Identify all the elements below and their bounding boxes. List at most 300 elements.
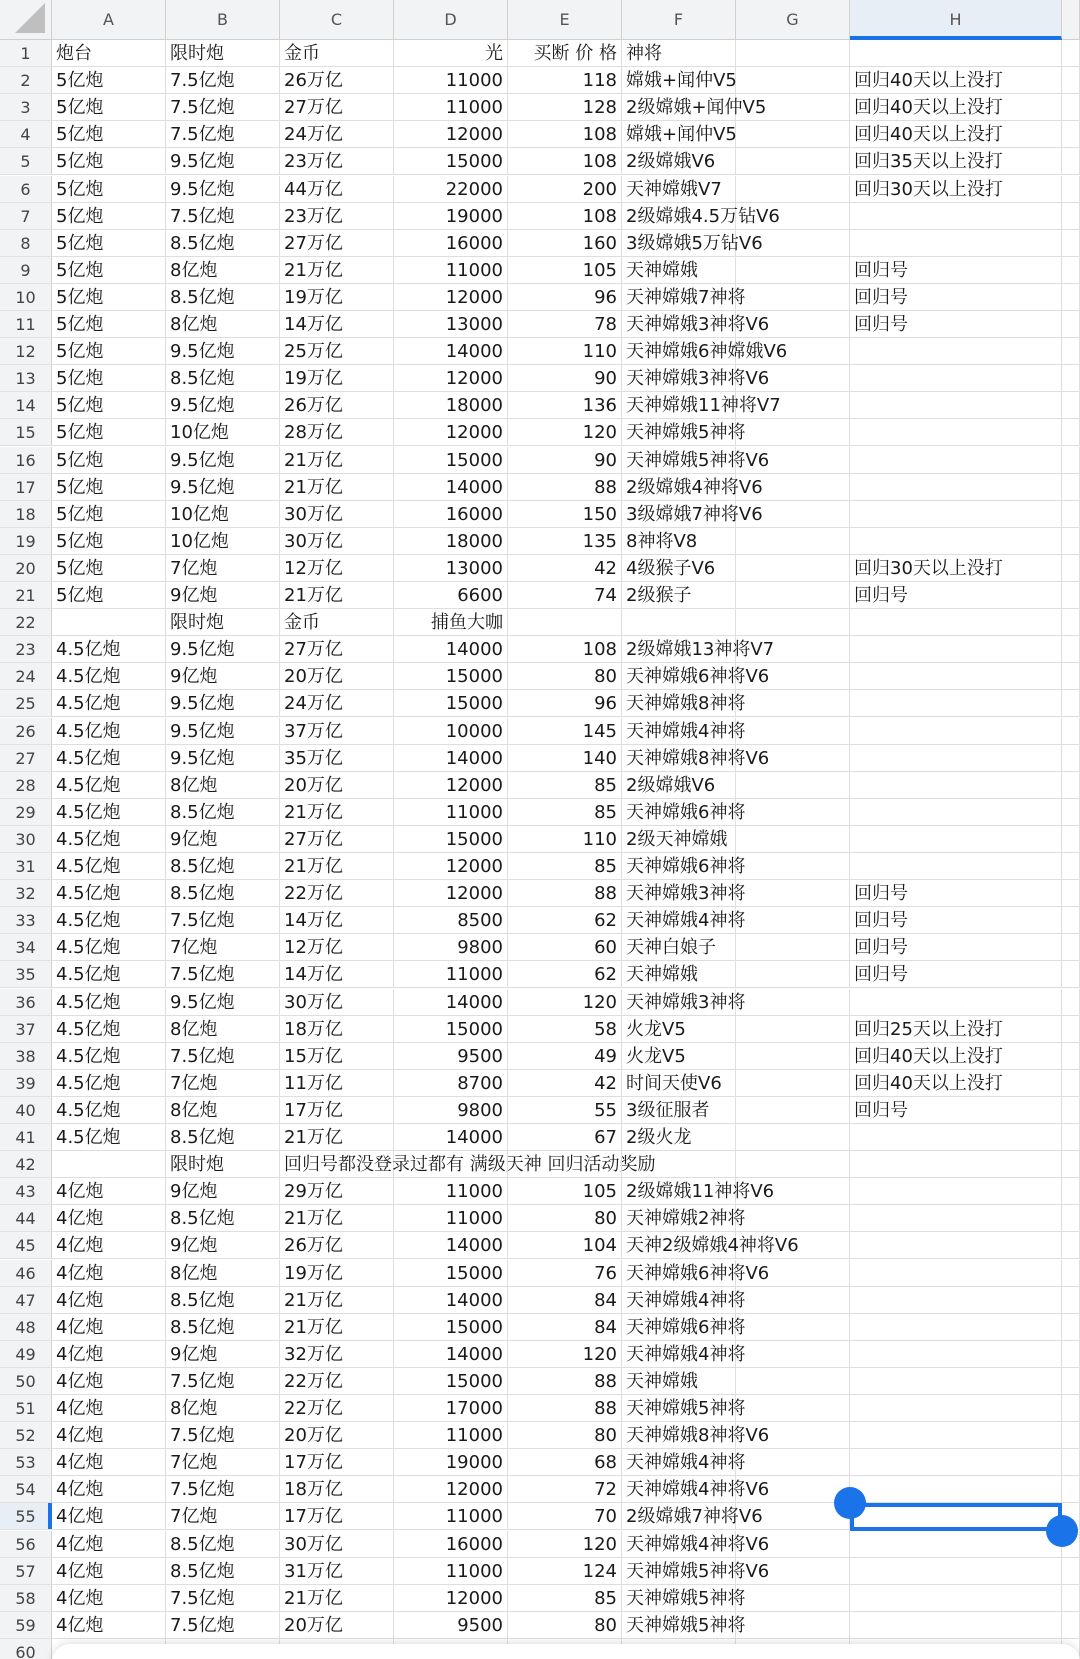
cell-c21[interactable]: 21万亿 — [280, 582, 394, 609]
cell-f12[interactable]: 天神嫦娥6神嫦娥V6 — [622, 338, 736, 365]
row-header[interactable]: 38 — [0, 1043, 52, 1070]
cell-g53[interactable] — [736, 1449, 850, 1476]
cell-h22[interactable] — [850, 609, 1062, 636]
row-header[interactable]: 22 — [0, 609, 52, 636]
row-header[interactable]: 21 — [0, 582, 52, 609]
row-header[interactable]: 53 — [0, 1449, 52, 1476]
cell-b55[interactable]: 7亿炮 — [166, 1503, 280, 1530]
cell-f1[interactable]: 神将 — [622, 40, 736, 67]
cell-a20[interactable]: 5亿炮 — [52, 555, 166, 582]
row-header[interactable]: 28 — [0, 772, 52, 799]
cell-e12[interactable]: 110 — [508, 338, 622, 365]
cell-d17[interactable]: 14000 — [394, 474, 508, 501]
cell-g25[interactable] — [736, 690, 850, 717]
cell-a48[interactable]: 4亿炮 — [52, 1314, 166, 1341]
cell-e17[interactable]: 88 — [508, 474, 622, 501]
cell-c27[interactable]: 35万亿 — [280, 745, 394, 772]
column-header-d[interactable]: D — [394, 0, 508, 40]
row-header[interactable]: 7 — [0, 203, 52, 230]
cell-f54[interactable]: 天神嫦娥4神将V6 — [622, 1476, 736, 1503]
cell-f45[interactable]: 天神2级嫦娥4神将V6 — [622, 1232, 736, 1259]
cell-h48[interactable] — [850, 1314, 1062, 1341]
cell-a47[interactable]: 4亿炮 — [52, 1287, 166, 1314]
cell-h35[interactable]: 回归号 — [850, 961, 1062, 988]
cell-e46[interactable]: 76 — [508, 1260, 622, 1287]
row-header[interactable]: 24 — [0, 663, 52, 690]
cell-d24[interactable]: 15000 — [394, 663, 508, 690]
cell-f51[interactable]: 天神嫦娥5神将 — [622, 1395, 736, 1422]
cell-g29[interactable] — [736, 799, 850, 826]
cell-d25[interactable]: 15000 — [394, 690, 508, 717]
cell-d10[interactable]: 12000 — [394, 284, 508, 311]
cell-h33[interactable]: 回归号 — [850, 907, 1062, 934]
cell-c7[interactable]: 23万亿 — [280, 203, 394, 230]
cell-e55[interactable]: 70 — [508, 1503, 622, 1530]
cell-b25[interactable]: 9.5亿炮 — [166, 690, 280, 717]
cell-h26[interactable] — [850, 718, 1062, 745]
cell-h34[interactable]: 回归号 — [850, 934, 1062, 961]
cell-d29[interactable]: 11000 — [394, 799, 508, 826]
cell-c17[interactable]: 21万亿 — [280, 474, 394, 501]
cell-h23[interactable] — [850, 636, 1062, 663]
cell-b11[interactable]: 8亿炮 — [166, 311, 280, 338]
cell-f34[interactable]: 天神白娘子 — [622, 934, 736, 961]
cell-b48[interactable]: 8.5亿炮 — [166, 1314, 280, 1341]
cell-g36[interactable] — [736, 989, 850, 1016]
cell-d6[interactable]: 22000 — [394, 176, 508, 203]
cell-g16[interactable] — [736, 447, 850, 474]
cell-b46[interactable]: 8亿炮 — [166, 1260, 280, 1287]
cell-h25[interactable] — [850, 690, 1062, 717]
cell-f46[interactable]: 天神嫦娥6神将V6 — [622, 1260, 736, 1287]
row-header[interactable]: 46 — [0, 1260, 52, 1287]
cell-b37[interactable]: 8亿炮 — [166, 1016, 280, 1043]
cell-c23[interactable]: 27万亿 — [280, 636, 394, 663]
cell-f59[interactable]: 天神嫦娥5神将 — [622, 1612, 736, 1639]
cell-d13[interactable]: 12000 — [394, 365, 508, 392]
cell-b53[interactable]: 7亿炮 — [166, 1449, 280, 1476]
cell-a34[interactable]: 4.5亿炮 — [52, 934, 166, 961]
cell-c51[interactable]: 22万亿 — [280, 1395, 394, 1422]
cell-a32[interactable]: 4.5亿炮 — [52, 880, 166, 907]
cell-e3[interactable]: 128 — [508, 94, 622, 121]
cell-c47[interactable]: 21万亿 — [280, 1287, 394, 1314]
cell-c46[interactable]: 19万亿 — [280, 1260, 394, 1287]
cell-b21[interactable]: 9亿炮 — [166, 582, 280, 609]
cell-c1[interactable]: 金币 — [280, 40, 394, 67]
column-header-g[interactable]: G — [736, 0, 850, 40]
cell-h54[interactable] — [850, 1476, 1062, 1503]
cell-d46[interactable]: 15000 — [394, 1260, 508, 1287]
cell-c38[interactable]: 15万亿 — [280, 1043, 394, 1070]
cell-c16[interactable]: 21万亿 — [280, 447, 394, 474]
cell-d39[interactable]: 8700 — [394, 1070, 508, 1097]
cell-h18[interactable] — [850, 501, 1062, 528]
cell-e11[interactable]: 78 — [508, 311, 622, 338]
cell-b38[interactable]: 7.5亿炮 — [166, 1043, 280, 1070]
cell-b9[interactable]: 8亿炮 — [166, 257, 280, 284]
cell-e52[interactable]: 80 — [508, 1422, 622, 1449]
cell-g45[interactable] — [736, 1232, 850, 1259]
row-header[interactable]: 47 — [0, 1287, 52, 1314]
cell-d58[interactable]: 12000 — [394, 1585, 508, 1612]
cell-a56[interactable]: 4亿炮 — [52, 1531, 166, 1558]
cell-b10[interactable]: 8.5亿炮 — [166, 284, 280, 311]
cell-e26[interactable]: 145 — [508, 718, 622, 745]
cell-e25[interactable]: 96 — [508, 690, 622, 717]
cell-d49[interactable]: 14000 — [394, 1341, 508, 1368]
cell-b27[interactable]: 9.5亿炮 — [166, 745, 280, 772]
cell-g9[interactable] — [736, 257, 850, 284]
cell-h21[interactable]: 回归号 — [850, 582, 1062, 609]
cell-g32[interactable] — [736, 880, 850, 907]
cell-a39[interactable]: 4.5亿炮 — [52, 1070, 166, 1097]
cell-g14[interactable] — [736, 392, 850, 419]
cell-b23[interactable]: 9.5亿炮 — [166, 636, 280, 663]
cell-g56[interactable] — [736, 1531, 850, 1558]
cell-d8[interactable]: 16000 — [394, 230, 508, 257]
row-header[interactable]: 41 — [0, 1124, 52, 1151]
cell-h15[interactable] — [850, 419, 1062, 446]
cell-d48[interactable]: 15000 — [394, 1314, 508, 1341]
cell-h58[interactable] — [850, 1585, 1062, 1612]
cell-f31[interactable]: 天神嫦娥6神将 — [622, 853, 736, 880]
cell-g20[interactable] — [736, 555, 850, 582]
cell-h3[interactable]: 回归40天以上没打 — [850, 94, 1062, 121]
cell-d27[interactable]: 14000 — [394, 745, 508, 772]
cell-d42[interactable] — [394, 1151, 508, 1178]
cell-e5[interactable]: 108 — [508, 148, 622, 175]
cell-e45[interactable]: 104 — [508, 1232, 622, 1259]
cell-g12[interactable] — [736, 338, 850, 365]
cell-h30[interactable] — [850, 826, 1062, 853]
cell-d37[interactable]: 15000 — [394, 1016, 508, 1043]
cell-d22[interactable]: 捕鱼大咖 — [394, 609, 508, 636]
cell-f23[interactable]: 2级嫦娥13神将V7 — [622, 636, 736, 663]
cell-g48[interactable] — [736, 1314, 850, 1341]
cell-d9[interactable]: 11000 — [394, 257, 508, 284]
cell-e9[interactable]: 105 — [508, 257, 622, 284]
cell-d54[interactable]: 12000 — [394, 1476, 508, 1503]
row-header[interactable]: 1 — [0, 40, 52, 67]
cell-a55[interactable]: 4亿炮 — [52, 1503, 166, 1530]
row-header[interactable]: 18 — [0, 501, 52, 528]
cell-g46[interactable] — [736, 1260, 850, 1287]
cell-g31[interactable] — [736, 853, 850, 880]
cell-e58[interactable]: 85 — [508, 1585, 622, 1612]
cell-a54[interactable]: 4亿炮 — [52, 1476, 166, 1503]
cell-g2[interactable] — [736, 67, 850, 94]
column-header-h[interactable]: H — [850, 0, 1062, 40]
row-header[interactable]: 25 — [0, 690, 52, 717]
cell-g17[interactable] — [736, 474, 850, 501]
cell-e23[interactable]: 108 — [508, 636, 622, 663]
row-header[interactable]: 35 — [0, 961, 52, 988]
cell-d38[interactable]: 9500 — [394, 1043, 508, 1070]
cell-c8[interactable]: 27万亿 — [280, 230, 394, 257]
cell-e6[interactable]: 200 — [508, 176, 622, 203]
cell-h17[interactable] — [850, 474, 1062, 501]
row-header[interactable]: 51 — [0, 1395, 52, 1422]
cell-f13[interactable]: 天神嫦娥3神将V6 — [622, 365, 736, 392]
cell-b19[interactable]: 10亿炮 — [166, 528, 280, 555]
cell-d33[interactable]: 8500 — [394, 907, 508, 934]
cell-c56[interactable]: 30万亿 — [280, 1531, 394, 1558]
cell-b56[interactable]: 8.5亿炮 — [166, 1531, 280, 1558]
cell-d2[interactable]: 11000 — [394, 67, 508, 94]
cell-g24[interactable] — [736, 663, 850, 690]
bottom-panel[interactable] — [52, 1644, 1080, 1659]
cell-h1[interactable] — [850, 40, 1062, 67]
cell-a10[interactable]: 5亿炮 — [52, 284, 166, 311]
cell-c54[interactable]: 18万亿 — [280, 1476, 394, 1503]
cell-h47[interactable] — [850, 1287, 1062, 1314]
cell-d23[interactable]: 14000 — [394, 636, 508, 663]
row-header[interactable]: 5 — [0, 148, 52, 175]
cell-a36[interactable]: 4.5亿炮 — [52, 989, 166, 1016]
row-header[interactable]: 42 — [0, 1151, 52, 1178]
cell-f41[interactable]: 2级火龙 — [622, 1124, 736, 1151]
cell-b50[interactable]: 7.5亿炮 — [166, 1368, 280, 1395]
cell-a24[interactable]: 4.5亿炮 — [52, 663, 166, 690]
cell-b14[interactable]: 9.5亿炮 — [166, 392, 280, 419]
cell-c20[interactable]: 12万亿 — [280, 555, 394, 582]
cell-e30[interactable]: 110 — [508, 826, 622, 853]
cell-c50[interactable]: 22万亿 — [280, 1368, 394, 1395]
cell-b8[interactable]: 8.5亿炮 — [166, 230, 280, 257]
cell-f9[interactable]: 天神嫦娥 — [622, 257, 736, 284]
cell-c32[interactable]: 22万亿 — [280, 880, 394, 907]
cell-h12[interactable] — [850, 338, 1062, 365]
cell-h19[interactable] — [850, 528, 1062, 555]
cell-h40[interactable]: 回归号 — [850, 1097, 1062, 1124]
row-header[interactable]: 40 — [0, 1097, 52, 1124]
cell-g1[interactable] — [736, 40, 850, 67]
cell-e22[interactable] — [508, 609, 622, 636]
cell-f48[interactable]: 天神嫦娥6神将 — [622, 1314, 736, 1341]
cell-f27[interactable]: 天神嫦娥8神将V6 — [622, 745, 736, 772]
cell-d43[interactable]: 11000 — [394, 1178, 508, 1205]
cell-h46[interactable] — [850, 1260, 1062, 1287]
cell-g4[interactable] — [736, 121, 850, 148]
cell-c43[interactable]: 29万亿 — [280, 1178, 394, 1205]
cell-d45[interactable]: 14000 — [394, 1232, 508, 1259]
cell-g58[interactable] — [736, 1585, 850, 1612]
cell-d57[interactable]: 11000 — [394, 1558, 508, 1585]
cell-c34[interactable]: 12万亿 — [280, 934, 394, 961]
cell-b13[interactable]: 8.5亿炮 — [166, 365, 280, 392]
cell-b43[interactable]: 9亿炮 — [166, 1178, 280, 1205]
cell-d5[interactable]: 15000 — [394, 148, 508, 175]
cell-h50[interactable] — [850, 1368, 1062, 1395]
cell-g57[interactable] — [736, 1558, 850, 1585]
cell-b16[interactable]: 9.5亿炮 — [166, 447, 280, 474]
cell-d1[interactable]: 光 — [394, 40, 508, 67]
cell-c24[interactable]: 20万亿 — [280, 663, 394, 690]
cell-b12[interactable]: 9.5亿炮 — [166, 338, 280, 365]
cell-f3[interactable]: 2级嫦娥+闻仲V5 — [622, 94, 736, 121]
cell-a13[interactable]: 5亿炮 — [52, 365, 166, 392]
cell-b2[interactable]: 7.5亿炮 — [166, 67, 280, 94]
cell-a27[interactable]: 4.5亿炮 — [52, 745, 166, 772]
cell-a30[interactable]: 4.5亿炮 — [52, 826, 166, 853]
cell-g7[interactable] — [736, 203, 850, 230]
cell-b54[interactable]: 7.5亿炮 — [166, 1476, 280, 1503]
cell-f11[interactable]: 天神嫦娥3神将V6 — [622, 311, 736, 338]
cell-h6[interactable]: 回归30天以上没打 — [850, 176, 1062, 203]
cell-d44[interactable]: 11000 — [394, 1205, 508, 1232]
cell-g55[interactable] — [736, 1503, 850, 1530]
cell-e47[interactable]: 84 — [508, 1287, 622, 1314]
cell-c9[interactable]: 21万亿 — [280, 257, 394, 284]
cell-c29[interactable]: 21万亿 — [280, 799, 394, 826]
cell-f28[interactable]: 2级嫦娥V6 — [622, 772, 736, 799]
row-header[interactable]: 27 — [0, 745, 52, 772]
cell-a9[interactable]: 5亿炮 — [52, 257, 166, 284]
cell-c30[interactable]: 27万亿 — [280, 826, 394, 853]
cell-a28[interactable]: 4.5亿炮 — [52, 772, 166, 799]
cell-a58[interactable]: 4亿炮 — [52, 1585, 166, 1612]
cell-e48[interactable]: 84 — [508, 1314, 622, 1341]
cell-d47[interactable]: 14000 — [394, 1287, 508, 1314]
cell-f10[interactable]: 天神嫦娥7神将 — [622, 284, 736, 311]
cell-h36[interactable] — [850, 989, 1062, 1016]
row-header[interactable]: 2 — [0, 67, 52, 94]
row-header[interactable]: 32 — [0, 880, 52, 907]
cell-b30[interactable]: 9亿炮 — [166, 826, 280, 853]
cell-b59[interactable]: 7.5亿炮 — [166, 1612, 280, 1639]
row-header[interactable]: 49 — [0, 1341, 52, 1368]
row-header[interactable]: 17 — [0, 474, 52, 501]
cell-d11[interactable]: 13000 — [394, 311, 508, 338]
cell-e8[interactable]: 160 — [508, 230, 622, 257]
cell-d21[interactable]: 6600 — [394, 582, 508, 609]
row-header[interactable]: 23 — [0, 636, 52, 663]
row-header[interactable]: 8 — [0, 230, 52, 257]
cell-d53[interactable]: 19000 — [394, 1449, 508, 1476]
cell-a31[interactable]: 4.5亿炮 — [52, 853, 166, 880]
cell-e41[interactable]: 67 — [508, 1124, 622, 1151]
cell-g43[interactable] — [736, 1178, 850, 1205]
cell-b49[interactable]: 9亿炮 — [166, 1341, 280, 1368]
cell-h42[interactable] — [850, 1151, 1062, 1178]
cell-c40[interactable]: 17万亿 — [280, 1097, 394, 1124]
cell-e28[interactable]: 85 — [508, 772, 622, 799]
row-header[interactable]: 3 — [0, 94, 52, 121]
cell-h10[interactable]: 回归号 — [850, 284, 1062, 311]
cell-e15[interactable]: 120 — [508, 419, 622, 446]
cell-a53[interactable]: 4亿炮 — [52, 1449, 166, 1476]
cell-b28[interactable]: 8亿炮 — [166, 772, 280, 799]
cell-f17[interactable]: 2级嫦娥4神将V6 — [622, 474, 736, 501]
cell-f7[interactable]: 2级嫦娥4.5万钻V6 — [622, 203, 736, 230]
cell-e7[interactable]: 108 — [508, 203, 622, 230]
cell-c11[interactable]: 14万亿 — [280, 311, 394, 338]
cell-a8[interactable]: 5亿炮 — [52, 230, 166, 257]
cell-a11[interactable]: 5亿炮 — [52, 311, 166, 338]
cell-b40[interactable]: 8亿炮 — [166, 1097, 280, 1124]
cell-c44[interactable]: 21万亿 — [280, 1205, 394, 1232]
cell-e24[interactable]: 80 — [508, 663, 622, 690]
cell-c45[interactable]: 26万亿 — [280, 1232, 394, 1259]
cell-d50[interactable]: 15000 — [394, 1368, 508, 1395]
cell-g39[interactable] — [736, 1070, 850, 1097]
cell-g10[interactable] — [736, 284, 850, 311]
cell-g30[interactable] — [736, 826, 850, 853]
cell-f2[interactable]: 嫦娥+闻仲V5 — [622, 67, 736, 94]
cell-d55[interactable]: 11000 — [394, 1503, 508, 1530]
cell-d34[interactable]: 9800 — [394, 934, 508, 961]
cell-b47[interactable]: 8.5亿炮 — [166, 1287, 280, 1314]
cell-e40[interactable]: 55 — [508, 1097, 622, 1124]
cell-g34[interactable] — [736, 934, 850, 961]
cell-d14[interactable]: 18000 — [394, 392, 508, 419]
row-header[interactable]: 59 — [0, 1612, 52, 1639]
cell-h4[interactable]: 回归40天以上没打 — [850, 121, 1062, 148]
cell-b17[interactable]: 9.5亿炮 — [166, 474, 280, 501]
cell-a5[interactable]: 5亿炮 — [52, 148, 166, 175]
row-header[interactable]: 39 — [0, 1070, 52, 1097]
cell-h20[interactable]: 回归30天以上没打 — [850, 555, 1062, 582]
cell-g21[interactable] — [736, 582, 850, 609]
cell-c28[interactable]: 20万亿 — [280, 772, 394, 799]
cell-e14[interactable]: 136 — [508, 392, 622, 419]
row-header[interactable]: 48 — [0, 1314, 52, 1341]
cell-f18[interactable]: 3级嫦娥7神将V6 — [622, 501, 736, 528]
cell-g33[interactable] — [736, 907, 850, 934]
cell-g19[interactable] — [736, 528, 850, 555]
cell-e34[interactable]: 60 — [508, 934, 622, 961]
cell-h2[interactable]: 回归40天以上没打 — [850, 67, 1062, 94]
cell-f24[interactable]: 天神嫦娥6神将V6 — [622, 663, 736, 690]
cell-c3[interactable]: 27万亿 — [280, 94, 394, 121]
cell-b57[interactable]: 8.5亿炮 — [166, 1558, 280, 1585]
cell-c26[interactable]: 37万亿 — [280, 718, 394, 745]
cell-c4[interactable]: 24万亿 — [280, 121, 394, 148]
cell-a33[interactable]: 4.5亿炮 — [52, 907, 166, 934]
cell-a41[interactable]: 4.5亿炮 — [52, 1124, 166, 1151]
cell-b18[interactable]: 10亿炮 — [166, 501, 280, 528]
row-header[interactable]: 36 — [0, 989, 52, 1016]
cell-b41[interactable]: 8.5亿炮 — [166, 1124, 280, 1151]
cell-b5[interactable]: 9.5亿炮 — [166, 148, 280, 175]
cell-d12[interactable]: 14000 — [394, 338, 508, 365]
cell-h52[interactable] — [850, 1422, 1062, 1449]
cell-h8[interactable] — [850, 230, 1062, 257]
cell-c53[interactable]: 17万亿 — [280, 1449, 394, 1476]
cell-g37[interactable] — [736, 1016, 850, 1043]
cell-a29[interactable]: 4.5亿炮 — [52, 799, 166, 826]
row-header[interactable]: 37 — [0, 1016, 52, 1043]
cell-a44[interactable]: 4亿炮 — [52, 1205, 166, 1232]
cell-e44[interactable]: 80 — [508, 1205, 622, 1232]
cell-b24[interactable]: 9亿炮 — [166, 663, 280, 690]
cell-d26[interactable]: 10000 — [394, 718, 508, 745]
cell-f16[interactable]: 天神嫦娥5神将V6 — [622, 447, 736, 474]
cell-g51[interactable] — [736, 1395, 850, 1422]
cell-g59[interactable] — [736, 1612, 850, 1639]
cell-h7[interactable] — [850, 203, 1062, 230]
cell-e13[interactable]: 90 — [508, 365, 622, 392]
cell-f53[interactable]: 天神嫦娥4神将 — [622, 1449, 736, 1476]
cell-h31[interactable] — [850, 853, 1062, 880]
cell-a15[interactable]: 5亿炮 — [52, 419, 166, 446]
cell-c55[interactable]: 17万亿 — [280, 1503, 394, 1530]
cell-g54[interactable] — [736, 1476, 850, 1503]
cell-c10[interactable]: 19万亿 — [280, 284, 394, 311]
cell-a50[interactable]: 4亿炮 — [52, 1368, 166, 1395]
cell-f21[interactable]: 2级猴子 — [622, 582, 736, 609]
